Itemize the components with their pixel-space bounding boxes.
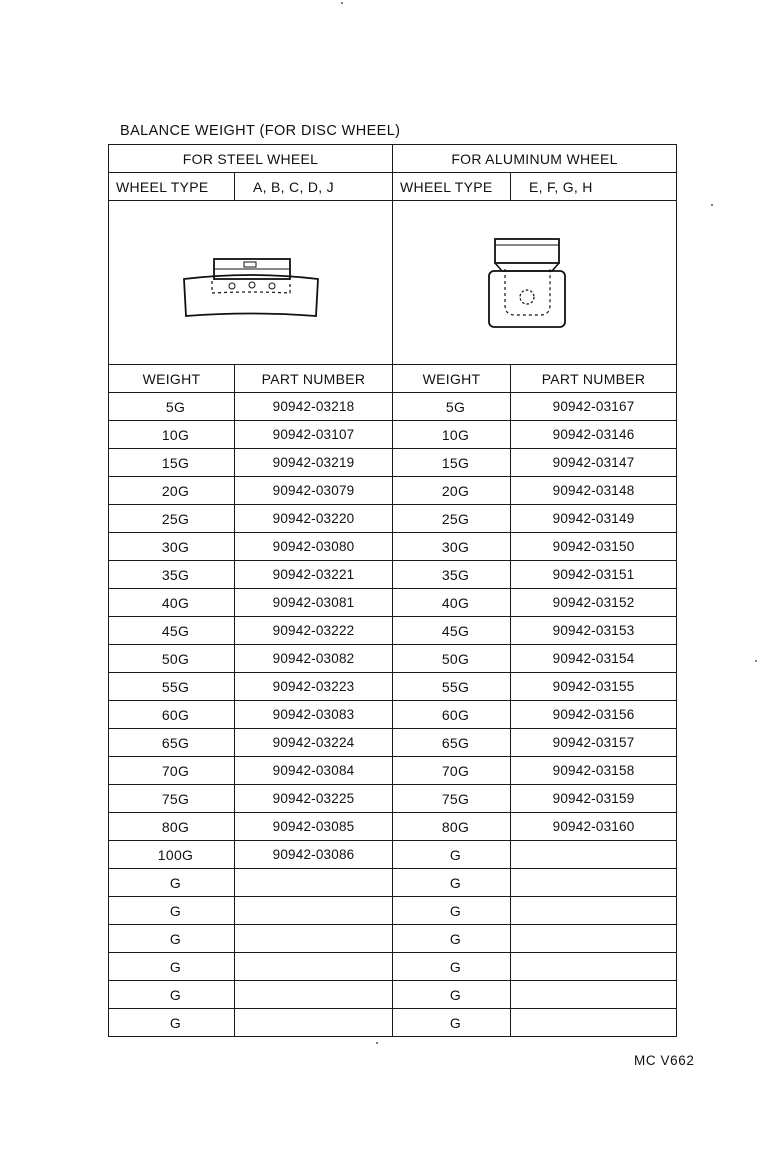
steel-weight-drawing-cell [109, 201, 393, 365]
aluminum-weight-cell: G [393, 981, 511, 1009]
balance-weight-table-wrap [108, 144, 676, 1032]
steel-part-number-cell: 90942-03220 [235, 505, 393, 533]
aluminum-part-number-cell [511, 953, 677, 981]
aluminum-weight-cell: G [393, 841, 511, 869]
steel-part-number-cell: 90942-03218 [235, 393, 393, 421]
steel-weight-cell: 65G [109, 729, 235, 757]
aluminum-weight-cell: 80G [393, 813, 511, 841]
steel-part-number-cell [235, 1009, 393, 1037]
aluminum-part-number-cell [511, 981, 677, 1009]
steel-weight-cell: 15G [109, 449, 235, 477]
aluminum-part-number-cell: 90942-03151 [511, 561, 677, 589]
table-row [109, 645, 677, 673]
steel-weight-header: WEIGHT [109, 365, 235, 393]
steel-weight-cell: G [109, 981, 235, 1009]
aluminum-part-number-cell: 90942-03149 [511, 505, 677, 533]
table-row [109, 757, 677, 785]
steel-part-number-cell [235, 925, 393, 953]
aluminum-part-number-cell: 90942-03160 [511, 813, 677, 841]
aluminum-weight-cell: G [393, 1009, 511, 1037]
steel-clip-weight-icon [176, 243, 326, 323]
steel-part-number-cell: 90942-03223 [235, 673, 393, 701]
steel-part-number-cell [235, 981, 393, 1009]
aluminum-part-number-cell: 90942-03148 [511, 477, 677, 505]
steel-part-number-cell [235, 869, 393, 897]
aluminum-part-number-cell: 90942-03146 [511, 421, 677, 449]
aluminum-weight-cell: G [393, 925, 511, 953]
table-row [109, 617, 677, 645]
aluminum-part-number-cell: 90942-03159 [511, 785, 677, 813]
steel-part-number-cell: 90942-03085 [235, 813, 393, 841]
aluminum-wheel-type-label: WHEEL TYPE [393, 173, 511, 201]
aluminum-weight-cell: 5G [393, 393, 511, 421]
aluminum-weight-cell: 50G [393, 645, 511, 673]
aluminum-weight-cell: 20G [393, 477, 511, 505]
steel-weight-cell: 80G [109, 813, 235, 841]
steel-part-number-cell: 90942-03082 [235, 645, 393, 673]
aluminum-part-number-cell: 90942-03155 [511, 673, 677, 701]
aluminum-weight-cell: G [393, 869, 511, 897]
table-row [109, 953, 677, 981]
table-row [109, 701, 677, 729]
aluminum-weight-cell: 70G [393, 757, 511, 785]
column-header-row [109, 365, 677, 393]
steel-weight-cell: G [109, 953, 235, 981]
scan-speck [376, 1042, 378, 1044]
steel-part-number-cell [235, 953, 393, 981]
steel-part-number-cell: 90942-03221 [235, 561, 393, 589]
aluminum-weight-cell: 40G [393, 589, 511, 617]
footer-code: MC V662 [634, 1053, 695, 1068]
steel-weight-cell: 45G [109, 617, 235, 645]
table-row [109, 561, 677, 589]
table-row [109, 925, 677, 953]
balance-weight-table [108, 144, 677, 1037]
steel-part-number-cell: 90942-03222 [235, 617, 393, 645]
wheel-type-row [109, 173, 677, 201]
heading-row [109, 145, 677, 173]
steel-weight-cell: G [109, 1009, 235, 1037]
aluminum-part-number-cell: 90942-03158 [511, 757, 677, 785]
aluminum-weight-cell: 45G [393, 617, 511, 645]
steel-weight-cell: G [109, 869, 235, 897]
aluminum-weight-cell: G [393, 953, 511, 981]
table-row [109, 393, 677, 421]
scan-speck [755, 660, 757, 662]
page-title: BALANCE WEIGHT (FOR DISC WHEEL) [120, 123, 401, 139]
table-row [109, 421, 677, 449]
steel-weight-cell: 5G [109, 393, 235, 421]
aluminum-part-number-header: PART NUMBER [511, 365, 677, 393]
table-row [109, 1009, 677, 1037]
steel-weight-cell: 35G [109, 561, 235, 589]
steel-weight-cell: 20G [109, 477, 235, 505]
steel-wheel-type-value: A, B, C, D, J [235, 173, 393, 201]
steel-part-number-cell: 90942-03081 [235, 589, 393, 617]
steel-part-number-cell: 90942-03084 [235, 757, 393, 785]
aluminum-part-number-cell: 90942-03156 [511, 701, 677, 729]
steel-wheel-type-label: WHEEL TYPE [109, 173, 235, 201]
steel-part-number-cell: 90942-03225 [235, 785, 393, 813]
aluminum-weight-cell: 60G [393, 701, 511, 729]
table-row [109, 673, 677, 701]
aluminum-weight-cell: 10G [393, 421, 511, 449]
table-row [109, 729, 677, 757]
steel-part-number-cell: 90942-03107 [235, 421, 393, 449]
aluminum-part-number-cell: 90942-03154 [511, 645, 677, 673]
steel-weight-cell: 40G [109, 589, 235, 617]
steel-part-number-cell: 90942-03080 [235, 533, 393, 561]
table-row [109, 785, 677, 813]
steel-part-number-cell: 90942-03219 [235, 449, 393, 477]
steel-weight-cell: 25G [109, 505, 235, 533]
aluminum-part-number-cell [511, 869, 677, 897]
steel-weight-cell: 70G [109, 757, 235, 785]
aluminum-heading: FOR ALUMINUM WHEEL [393, 145, 677, 173]
aluminum-weight-cell: G [393, 897, 511, 925]
scan-speck [341, 2, 343, 4]
aluminum-part-number-cell: 90942-03167 [511, 393, 677, 421]
steel-part-number-cell [235, 897, 393, 925]
aluminum-weight-cell: 65G [393, 729, 511, 757]
steel-weight-cell: 75G [109, 785, 235, 813]
steel-part-number-cell: 90942-03224 [235, 729, 393, 757]
aluminum-wheel-type-value: E, F, G, H [511, 173, 677, 201]
aluminum-part-number-cell [511, 897, 677, 925]
steel-part-number-cell: 90942-03083 [235, 701, 393, 729]
aluminum-part-number-cell: 90942-03147 [511, 449, 677, 477]
drawing-row [109, 201, 677, 365]
aluminum-part-number-cell: 90942-03152 [511, 589, 677, 617]
aluminum-part-number-cell [511, 925, 677, 953]
aluminum-weight-cell: 15G [393, 449, 511, 477]
steel-weight-cell: 55G [109, 673, 235, 701]
steel-part-number-header: PART NUMBER [235, 365, 393, 393]
steel-heading: FOR STEEL WHEEL [109, 145, 393, 173]
scan-speck [711, 204, 713, 206]
steel-weight-cell: 50G [109, 645, 235, 673]
table-row [109, 505, 677, 533]
table-row [109, 897, 677, 925]
steel-part-number-cell: 90942-03079 [235, 477, 393, 505]
aluminum-clip-weight-icon [480, 235, 590, 331]
table-row [109, 869, 677, 897]
table-row [109, 589, 677, 617]
table-row [109, 841, 677, 869]
steel-weight-cell: G [109, 897, 235, 925]
aluminum-weight-cell: 30G [393, 533, 511, 561]
steel-weight-cell: 100G [109, 841, 235, 869]
aluminum-part-number-cell [511, 841, 677, 869]
steel-part-number-cell: 90942-03086 [235, 841, 393, 869]
aluminum-part-number-cell [511, 1009, 677, 1037]
aluminum-weight-cell: 55G [393, 673, 511, 701]
aluminum-weight-cell: 25G [393, 505, 511, 533]
steel-weight-cell: 30G [109, 533, 235, 561]
table-row [109, 477, 677, 505]
aluminum-part-number-cell: 90942-03153 [511, 617, 677, 645]
aluminum-weight-cell: 35G [393, 561, 511, 589]
aluminum-weight-header: WEIGHT [393, 365, 511, 393]
aluminum-weight-drawing-cell [393, 201, 677, 365]
table-row [109, 533, 677, 561]
aluminum-part-number-cell: 90942-03150 [511, 533, 677, 561]
table-row [109, 813, 677, 841]
steel-weight-cell: G [109, 925, 235, 953]
table-row [109, 981, 677, 1009]
table-row [109, 449, 677, 477]
steel-weight-cell: 10G [109, 421, 235, 449]
steel-weight-cell: 60G [109, 701, 235, 729]
aluminum-part-number-cell: 90942-03157 [511, 729, 677, 757]
aluminum-weight-cell: 75G [393, 785, 511, 813]
